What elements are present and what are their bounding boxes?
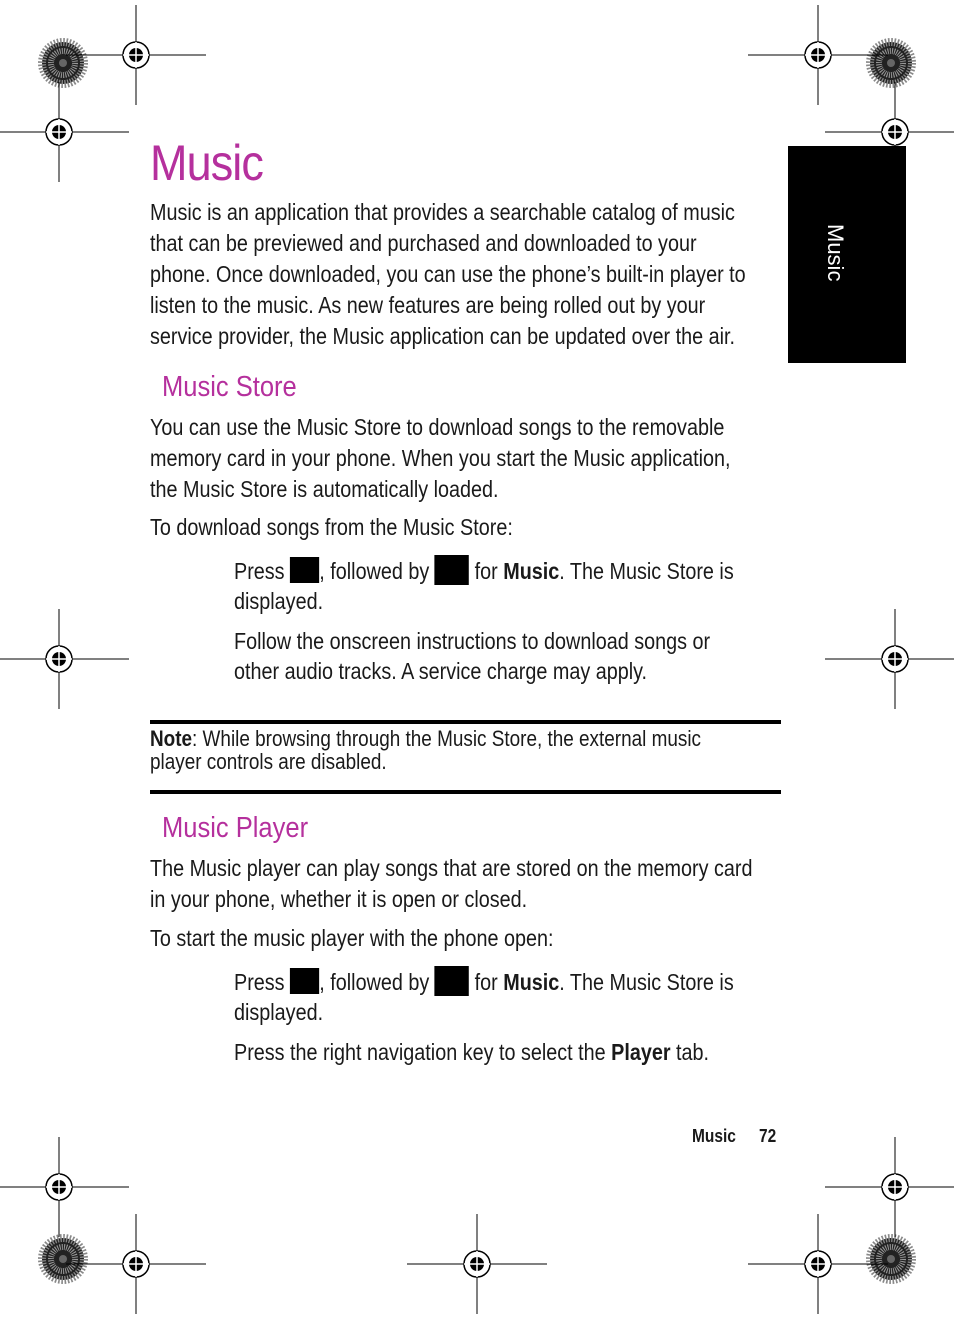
step-press-text: Press xyxy=(234,969,285,995)
player-step2-bold: Player xyxy=(611,1039,671,1065)
intro-paragraph xyxy=(150,197,786,352)
player-step2-post: tab. xyxy=(676,1039,710,1065)
note-bottom-rule xyxy=(150,790,781,794)
store-step-2 xyxy=(234,626,784,686)
step-for-text: for xyxy=(474,969,498,995)
note-line-2: player controls are disabled. xyxy=(150,749,387,774)
step-followed-text: , followed by xyxy=(319,969,430,995)
player-line: The Music player can play songs that are stored on the memory card xyxy=(150,855,753,881)
store-line: the Music Store is automatically loaded. xyxy=(150,476,499,502)
intro-line: listen to the music. As new features are being rolled out by your xyxy=(150,292,706,318)
step-bold-music: Music xyxy=(503,558,560,584)
number-key-icon xyxy=(435,966,469,996)
step-line2: displayed. xyxy=(234,999,324,1025)
player-step2-pre: Press the right navigation key to select the xyxy=(234,1039,606,1065)
store-lead: To download songs from the Music Store: xyxy=(150,514,513,540)
intro-line: service provider, the Music application can be updated over the air. xyxy=(150,323,735,349)
menu-key-icon xyxy=(290,968,319,994)
step2-line: other audio tracks. A service charge may apply. xyxy=(234,658,648,684)
intro-line: phone. Once downloaded, you can use the phone’s built-in player to xyxy=(150,261,746,287)
note-line-1: : While browsing through the Music Store, the external music xyxy=(192,726,702,751)
number-key-icon xyxy=(435,555,469,585)
step-line2: displayed. xyxy=(234,588,324,614)
step-for-text: for xyxy=(474,558,498,584)
page-title: Music xyxy=(150,135,264,191)
music-store-paragraph xyxy=(150,412,786,505)
note-top-rule xyxy=(150,720,781,724)
side-tab-label: Music xyxy=(823,224,848,282)
step-followed-text: , followed by xyxy=(319,558,430,584)
music-store-heading: Music Store xyxy=(162,371,297,403)
section-side-tab xyxy=(788,146,906,363)
store-step-1 xyxy=(234,555,784,616)
player-line: in your phone, whether it is open or closed. xyxy=(150,886,528,912)
player-step-1 xyxy=(234,966,784,1027)
player-lead: To start the music player with the phone open: xyxy=(150,925,554,951)
music-player-paragraph xyxy=(150,853,786,915)
footer-section: Music xyxy=(692,1126,736,1146)
menu-key-icon xyxy=(290,557,319,583)
player-step-2 xyxy=(234,1037,784,1067)
music-player-heading: Music Player xyxy=(162,812,309,844)
store-line: You can use the Music Store to download songs to the removable xyxy=(150,414,725,440)
step-rest-text: . The Music Store is xyxy=(559,969,734,995)
step-rest-text: . The Music Store is xyxy=(559,558,734,584)
note-label: Note xyxy=(150,726,193,751)
intro-line: Music is an application that provides a searchable catalog of music xyxy=(150,199,735,225)
intro-line: that can be previewed and purchased and downloaded to your xyxy=(150,230,697,256)
step-press-text: Press xyxy=(234,558,285,584)
page-number: 72 xyxy=(759,1126,777,1146)
step2-line: Follow the onscreen instructions to download songs or xyxy=(234,628,711,654)
store-line: memory card in your phone. When you start the Music application, xyxy=(150,445,731,471)
step-bold-music: Music xyxy=(503,969,560,995)
note-block xyxy=(150,727,786,773)
